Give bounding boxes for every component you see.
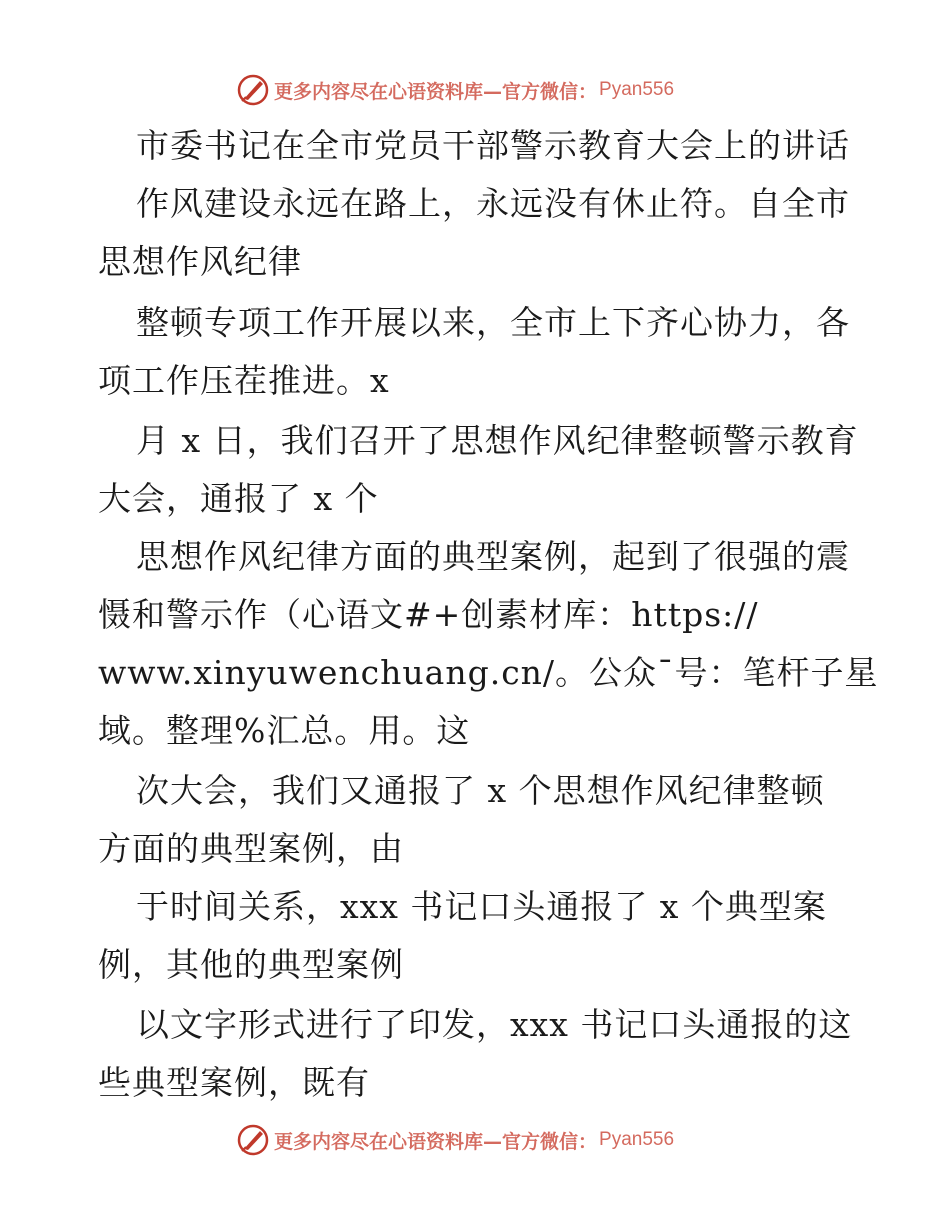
footer-watermark (236, 1122, 674, 1158)
watermark-text: 更多内容尽在心语资料库—官方微信： (274, 80, 598, 103)
text-line: 大会，通报了 x 个 (98, 479, 379, 518)
text-line: 慑和警示作（心语文#+创素材库：https:// (98, 595, 759, 634)
text-line: 于时间关系，xxx 书记口头通报了 x 个典型案 (136, 887, 827, 926)
text-line: 例，其他的典型案例 (98, 945, 404, 984)
text-line: www.xinyuwenchuang.cn/。公众¯号：笔杆子星 (98, 653, 879, 692)
text-line: 次大会，我们又通报了 x 个思想作风纪律整顿 (136, 771, 825, 810)
text-line: 些典型案例，既有 (98, 1063, 370, 1102)
feather-pen-logo-icon (236, 1123, 270, 1157)
text-line: 域。整理%汇总。用。这 (98, 711, 471, 750)
watermark-wechat-id: Pyan556 (599, 79, 675, 100)
text-line: 整顿专项工作开展以来，全市上下齐心协力，各 (136, 303, 850, 342)
document-title-line: 市委书记在全市党员干部警示教育大会上的讲话 (136, 126, 850, 165)
text-line: 以文字形式进行了印发，xxx 书记口头通报的这 (136, 1005, 853, 1044)
text-line: 项工作压茬推进。x (98, 361, 390, 400)
text-line: 方面的典型案例，由 (98, 829, 404, 868)
text-line: 作风建设永远在路上，永远没有休止符。自全市 (136, 184, 850, 223)
text-line: 思想作风纪律 (98, 242, 302, 281)
watermark-text: 更多内容尽在心语资料库—官方微信： (274, 1130, 598, 1153)
text-line: 月 x 日，我们召开了思想作风纪律整顿警示教育 (136, 421, 859, 460)
watermark-wechat-id: Pyan556 (599, 1129, 675, 1150)
text-line: 思想作风纪律方面的典型案例，起到了很强的震 (136, 537, 850, 576)
